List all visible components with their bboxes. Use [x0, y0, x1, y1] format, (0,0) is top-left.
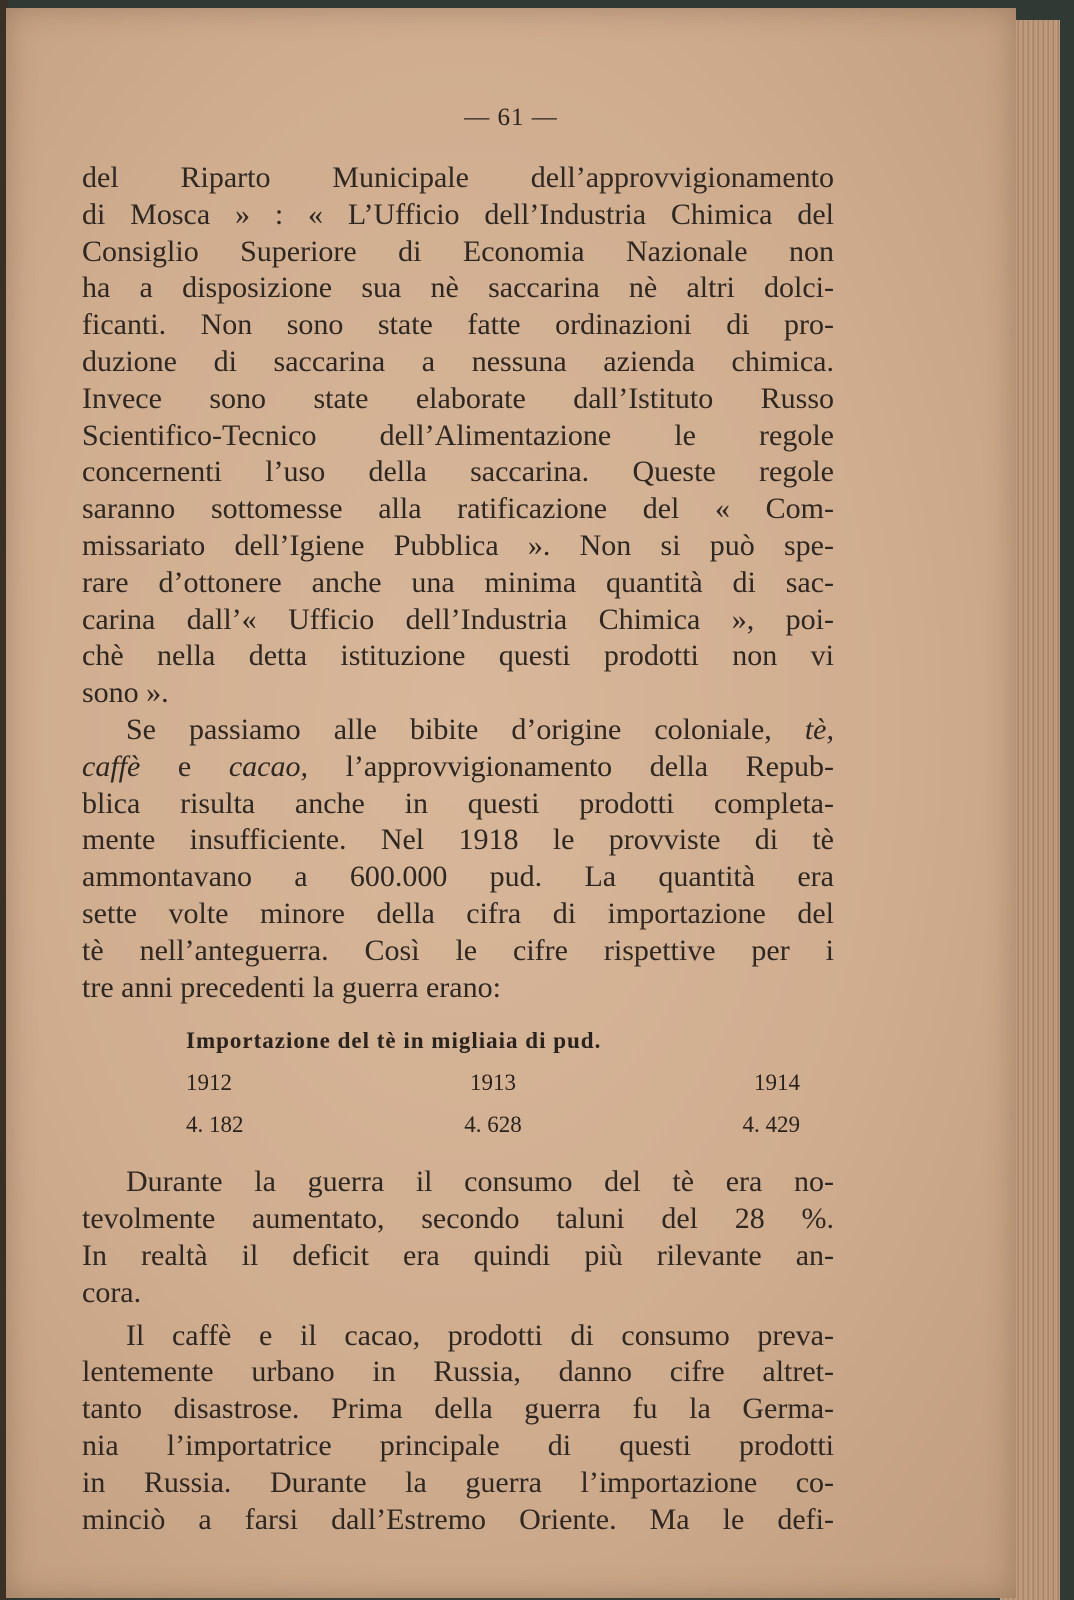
table-cell-value: 4. 628 — [464, 1112, 522, 1138]
body-text — [82, 160, 834, 1538]
text-line: minciò a farsi dall’Estremo Oriente. Ma le defi- — [82, 1502, 834, 1536]
text-line: tè nell’anteguerra. Così le cifre rispettive per i — [82, 933, 834, 967]
table-cell-year: 1914 — [754, 1070, 800, 1096]
text-line: carina dall’« Ufficio dell’Industria Chimica », poi- — [82, 602, 834, 636]
text-line: tre anni precedenti la guerra erano: — [82, 970, 501, 1004]
text-line: in Russia. Durante la guerra l’importazione co- — [82, 1465, 834, 1499]
table-caption: Importazione del tè in migliaia di pud. — [186, 1028, 602, 1054]
text-line: blica risulta anche in questi prodotti completa- — [82, 786, 834, 820]
text-run: e — [140, 749, 229, 783]
text-line: sono ». — [82, 676, 169, 710]
text-line — [82, 712, 834, 749]
text-line: Scientifico-Tecnico dell’Alimentazione le regole — [82, 418, 834, 452]
text-line: Durante la guerra il consumo del tè era no- — [126, 1165, 834, 1199]
text-line: sette volte minore della cifra di importazione del — [82, 896, 834, 930]
text-line: cora. — [82, 1275, 142, 1309]
text-line: del Riparto Municipale dell’approvvigionamento — [82, 161, 834, 194]
text-line: rare d’ottonere anche una minima quantità di sac- — [82, 565, 834, 599]
text-line: Consiglio Superiore di Economia Nazionale non — [82, 234, 834, 268]
text-line: ammontavano a 600.000 pud. La quantità era — [82, 860, 834, 894]
text-line: tanto disastrose. Prima della guerra fu la Germa- — [82, 1392, 834, 1426]
italic-text: caffè — [82, 749, 141, 783]
paragraph-4 — [82, 1318, 834, 1539]
text-line: nia l’importatrice principale di questi prodotti — [82, 1428, 834, 1462]
text-line: Il caffè e il cacao, prodotti di consumo preva- — [126, 1318, 834, 1352]
text-line: di Mosca » : « L’Ufficio dell’Industria Chimica del — [82, 197, 834, 231]
text-line: duzione di saccarina a nessuna azienda chimica. — [82, 344, 834, 378]
table-row-years — [186, 1062, 800, 1104]
text-line: ha a disposizione sua nè saccarina nè altri dolci- — [82, 271, 834, 305]
text-line: ficanti. Non sono state fatte ordinazioni di pro- — [82, 308, 834, 342]
text-line: missariato dell’Igiene Pubblica ». Non si può spe- — [82, 528, 834, 562]
text-line: tevolmente aumentato, secondo taluni del 28 %. — [82, 1202, 834, 1236]
paragraph-2 — [82, 712, 834, 1006]
table-cell-year: 1913 — [470, 1070, 516, 1096]
text-line: chè nella detta istituzione questi prodotti non vi — [82, 639, 834, 673]
text-run: Se passiamo alle bibite d’origine coloniale, — [126, 712, 805, 746]
paragraph-1 — [82, 160, 834, 712]
table-cell-value: 4. 182 — [186, 1112, 244, 1138]
text-line: Invece sono state elaborate dall’Istituto Russo — [82, 381, 834, 415]
table-row-values — [186, 1104, 800, 1146]
tea-import-table — [186, 1020, 800, 1146]
table-cell-value: 4. 429 — [742, 1112, 800, 1138]
text-line: mente insufficiente. Nel 1918 le provviste di tè — [82, 823, 834, 857]
italic-text: cacao, — [228, 749, 308, 783]
italic-text: tè, — [804, 712, 834, 746]
page-number: — 61 — — [464, 104, 558, 131]
text-line: saranno sottomesse alla ratificazione del « Com- — [82, 492, 834, 526]
text-run: l’approvvigionamento della Repub- — [307, 749, 834, 783]
text-line: In realtà il deficit era quindi più rilevante an- — [82, 1238, 834, 1272]
text-line: lentemente urbano in Russia, danno cifre altret- — [82, 1355, 834, 1389]
paragraph-3 — [82, 1164, 834, 1311]
table-cell-year: 1912 — [186, 1070, 232, 1096]
page-sheet — [6, 8, 1016, 1598]
text-line — [82, 749, 834, 786]
text-line: concernenti l’uso della saccarina. Queste regole — [82, 455, 834, 489]
